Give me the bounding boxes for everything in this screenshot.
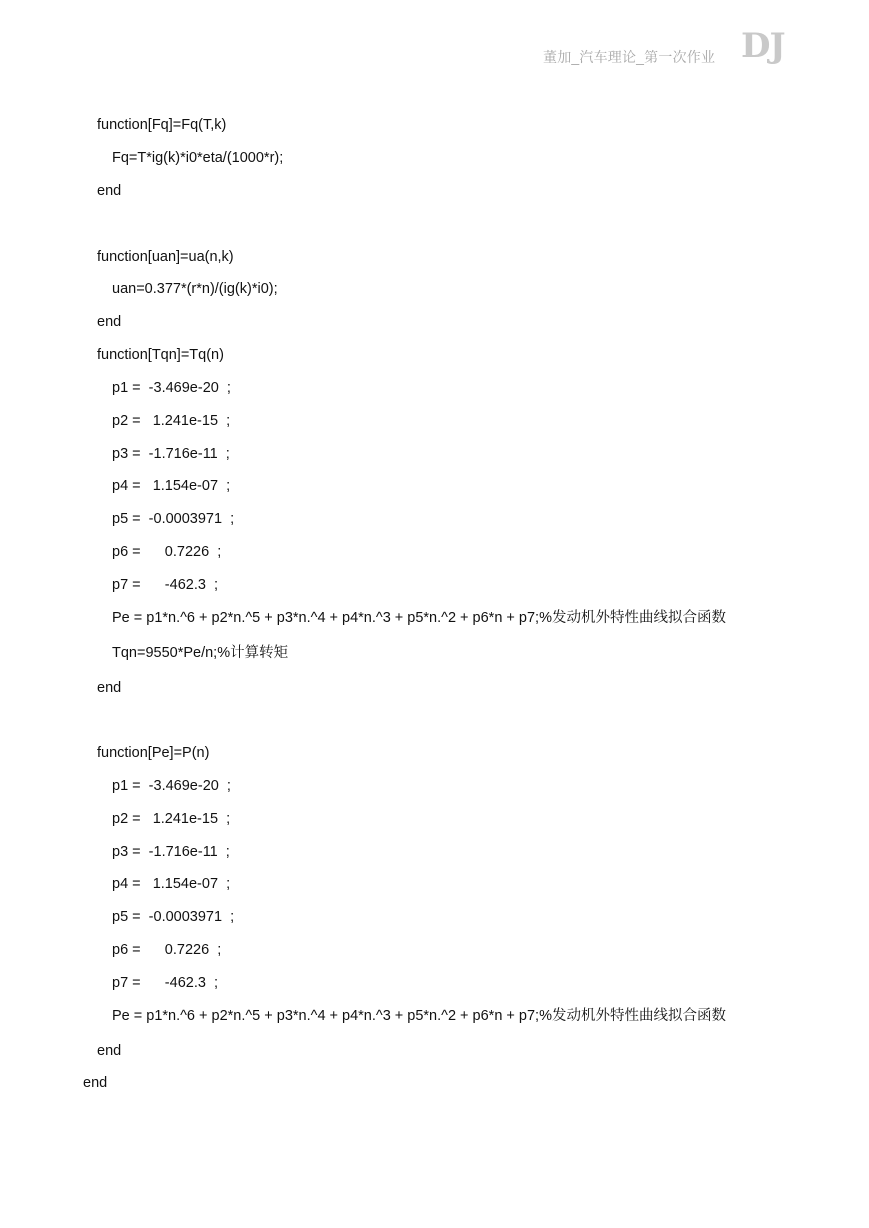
code-line: end xyxy=(83,1075,108,1091)
code-line: p5 = -0.0003971 ; xyxy=(112,909,235,925)
code-line: function[Pe]=P(n) xyxy=(97,745,210,761)
code-line: Pe = p1*n.^6 + p2*n.^5 + p3*n.^4 + p4*n.^3 + p5*n.^2 + p6*n + p7;%发动机外特性曲线拟合函数 xyxy=(112,1008,726,1024)
code-line: p2 = 1.241e-15 ; xyxy=(112,413,231,429)
code-line: end xyxy=(97,314,122,330)
code-line: p1 = -3.469e-20 ; xyxy=(112,380,231,396)
code-line: p6 = 0.7226 ; xyxy=(112,942,222,958)
code-line: p7 = -462.3 ; xyxy=(112,577,218,593)
code-line: p4 = 1.154e-07 ; xyxy=(112,478,231,494)
code-line: function[uan]=ua(n,k) xyxy=(97,249,234,265)
code-line: p7 = -462.3 ; xyxy=(112,975,218,991)
code-line: p5 = -0.0003971 ; xyxy=(112,511,235,527)
code-line: function[Tqn]=Tq(n) xyxy=(97,347,224,363)
code-line: end xyxy=(97,680,122,696)
dj-logo: DJ xyxy=(741,26,785,66)
code-line: p1 = -3.469e-20 ; xyxy=(112,778,231,794)
code-line: Pe = p1*n.^6 + p2*n.^5 + p3*n.^4 + p4*n.^3 + p5*n.^2 + p6*n + p7;%发动机外特性曲线拟合函数 xyxy=(112,610,726,626)
code-line: p3 = -1.716e-11 ; xyxy=(112,446,230,462)
code-line: end xyxy=(97,1043,122,1059)
code-line: function[Fq]=Fq(T,k) xyxy=(97,117,227,133)
code-line: Fq=T*ig(k)*i0*eta/(1000*r); xyxy=(112,150,284,166)
document-title: 董加_汽车理论_第一次作业 xyxy=(543,49,716,65)
code-line: uan=0.377*(r*n)/(ig(k)*i0); xyxy=(112,281,278,297)
code-line: p6 = 0.7226 ; xyxy=(112,544,222,560)
code-line: p4 = 1.154e-07 ; xyxy=(112,876,231,892)
code-line: p3 = -1.716e-11 ; xyxy=(112,844,230,860)
code-line: p2 = 1.241e-15 ; xyxy=(112,811,231,827)
code-line: end xyxy=(97,183,122,199)
code-line: Tqn=9550*Pe/n;%计算转矩 xyxy=(112,645,289,661)
